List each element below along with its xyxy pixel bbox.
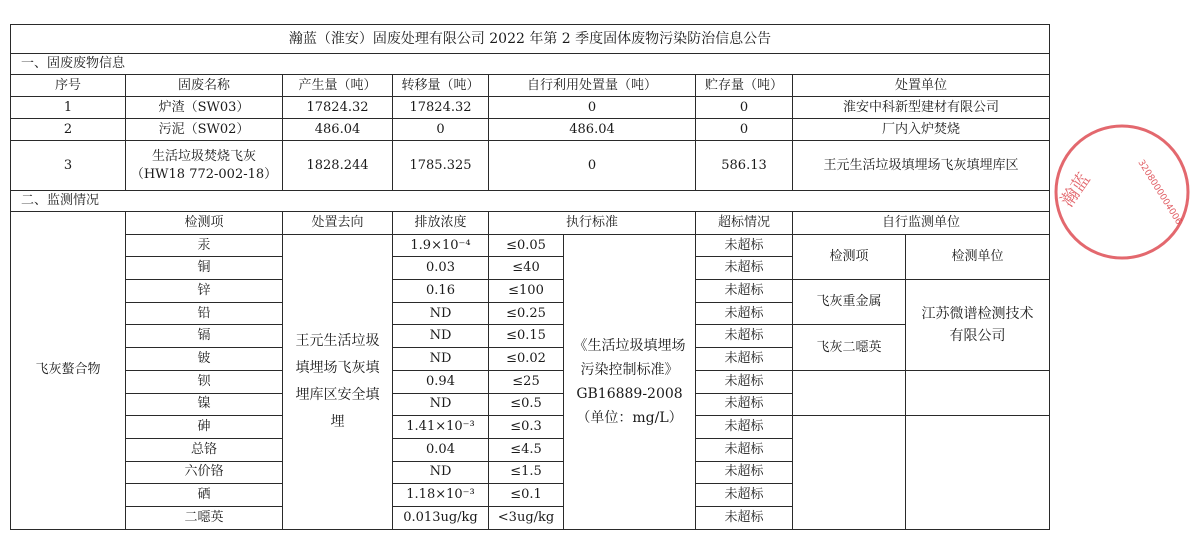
- destination-cell: 王元生活垃圾填埋场飞灰填埋库区安全填埋: [283, 234, 393, 529]
- row-self-disposed: 0: [489, 97, 696, 119]
- row-name: 生活垃圾焚烧飞灰: [151, 148, 256, 164]
- item-name: 总铬: [126, 438, 283, 461]
- item-name: 砷: [126, 416, 283, 439]
- item-limit: ≤40: [489, 257, 564, 280]
- row-stored: 586.13: [696, 141, 793, 191]
- row-self-disposed: 486.04: [489, 119, 696, 141]
- waste-info-table: [10, 24, 1050, 530]
- row-name-cell: [126, 141, 283, 191]
- row-unit: 王元生活垃圾填埋场飞灰填埋库区: [793, 141, 1050, 191]
- item-conc: 0.04: [393, 438, 489, 461]
- item-conc: 0.013ug/kg: [393, 506, 489, 529]
- item-name: 二噁英: [126, 506, 283, 529]
- item-conc: ND: [393, 461, 489, 484]
- row-transferred: 0: [393, 119, 489, 141]
- seal-text: 瀚蓝: [1056, 169, 1095, 211]
- item-status: 未超标: [696, 461, 793, 484]
- item-limit: ≤0.02: [489, 348, 564, 371]
- table-row: [11, 141, 1050, 191]
- company-seal-stamp: [1052, 122, 1192, 262]
- header-standard: 执行标准: [489, 212, 696, 235]
- item-limit: ≤0.5: [489, 393, 564, 416]
- section2-heading: 二、监测情况: [11, 191, 1050, 212]
- item-limit: ≤100: [489, 280, 564, 303]
- row-no: 2: [11, 119, 126, 141]
- standard-cell: 《生活垃圾填埋场污染控制标准》GB16889-2008（单位：mg/L）: [564, 234, 696, 529]
- sm-unit: 江苏微谱检测技术有限公司: [906, 280, 1050, 371]
- item-name: 汞: [126, 234, 283, 257]
- sm-empty: [906, 416, 1050, 529]
- row-stored: 0: [696, 119, 793, 141]
- item-conc: ND: [393, 348, 489, 371]
- header-self-monitoring: 自行监测单位: [793, 212, 1050, 235]
- item-conc: ND: [393, 393, 489, 416]
- header-destination: 处置去向: [283, 212, 393, 235]
- table-row: [11, 416, 1050, 439]
- row-transferred: 17824.32: [393, 97, 489, 119]
- row-no: 3: [11, 141, 126, 191]
- item-status: 未超标: [696, 280, 793, 303]
- header-no: 序号: [11, 75, 126, 97]
- item-status: 未超标: [696, 325, 793, 348]
- row-self-disposed: 0: [489, 141, 696, 191]
- item-conc: ND: [393, 302, 489, 325]
- row-stored: 0: [696, 97, 793, 119]
- item-limit: ≤0.3: [489, 416, 564, 439]
- item-name: 铍: [126, 348, 283, 371]
- row-unit: 淮安中科新型建材有限公司: [793, 97, 1050, 119]
- item-name: 镉: [126, 325, 283, 348]
- table-row: [11, 234, 1050, 257]
- item-status: 未超标: [696, 416, 793, 439]
- item-limit: ≤4.5: [489, 438, 564, 461]
- sm-empty: [906, 370, 1050, 415]
- seal-code: 3208000004006: [1135, 158, 1184, 227]
- item-conc: 0.94: [393, 370, 489, 393]
- item-conc: 1.18×10⁻³: [393, 484, 489, 507]
- item-status: 未超标: [696, 438, 793, 461]
- section1-heading: 一、固废废物信息: [11, 54, 1050, 75]
- sm-item-heavy-metals: 飞灰重金属: [793, 280, 906, 325]
- item-limit: ≤0.15: [489, 325, 564, 348]
- item-status: 未超标: [696, 257, 793, 280]
- item-name: 六价铬: [126, 461, 283, 484]
- item-conc: 0.03: [393, 257, 489, 280]
- item-status: 未超标: [696, 370, 793, 393]
- item-limit: ≤25: [489, 370, 564, 393]
- item-status: 未超标: [696, 234, 793, 257]
- header-stored: 贮存量（吨）: [696, 75, 793, 97]
- header-concentration: 排放浓度: [393, 212, 489, 235]
- row-unit: 厂内入炉焚烧: [793, 119, 1050, 141]
- header-produced: 产生量（吨）: [283, 75, 393, 97]
- item-limit: ≤1.5: [489, 461, 564, 484]
- header-name: 固废名称: [126, 75, 283, 97]
- row-produced: 17824.32: [283, 97, 393, 119]
- header-status: 超标情况: [696, 212, 793, 235]
- item-conc: ND: [393, 325, 489, 348]
- item-conc: 1.9×10⁻⁴: [393, 234, 489, 257]
- item-name: 钡: [126, 370, 283, 393]
- section2-header-row: [11, 212, 1050, 235]
- item-limit: ≤0.1: [489, 484, 564, 507]
- row-name-code: （HW18 772-002-18）: [130, 166, 278, 182]
- table-row: [11, 119, 1050, 141]
- item-limit: <3ug/kg: [489, 506, 564, 529]
- item-name: 铜: [126, 257, 283, 280]
- row-name: 炉渣（SW03）: [126, 97, 283, 119]
- document-title: 瀚蓝（淮安）固废处理有限公司 2022 年第 2 季度固体废物污染防治信息公告: [11, 25, 1050, 54]
- item-name: 铅: [126, 302, 283, 325]
- item-status: 未超标: [696, 506, 793, 529]
- table-row: [11, 280, 1050, 303]
- sm-col-item: 检测项: [793, 234, 906, 279]
- row-produced: 1828.244: [283, 141, 393, 191]
- row-no: 1: [11, 97, 126, 119]
- item-limit: ≤0.05: [489, 234, 564, 257]
- item-conc: 1.41×10⁻³: [393, 416, 489, 439]
- row-transferred: 1785.325: [393, 141, 489, 191]
- sm-empty: [793, 370, 906, 415]
- header-transferred: 转移量（吨）: [393, 75, 489, 97]
- table-row: [11, 370, 1050, 393]
- category-cell: 飞灰螯合物: [11, 212, 126, 530]
- row-name: 污泥（SW02）: [126, 119, 283, 141]
- item-name: 锌: [126, 280, 283, 303]
- header-item: 检测项: [126, 212, 283, 235]
- item-status: 未超标: [696, 484, 793, 507]
- header-self-disposed: 自行利用处置量（吨）: [489, 75, 696, 97]
- sm-col-unit: 检测单位: [906, 234, 1050, 279]
- item-status: 未超标: [696, 302, 793, 325]
- section1-header-row: [11, 75, 1050, 97]
- item-limit: ≤0.25: [489, 302, 564, 325]
- item-conc: 0.16: [393, 280, 489, 303]
- item-status: 未超标: [696, 348, 793, 371]
- item-name: 镍: [126, 393, 283, 416]
- sm-item-dioxin: 飞灰二噁英: [793, 325, 906, 370]
- item-status: 未超标: [696, 393, 793, 416]
- table-row: [11, 325, 1050, 348]
- item-name: 硒: [126, 484, 283, 507]
- header-disposal-unit: 处置单位: [793, 75, 1050, 97]
- table-row: [11, 97, 1050, 119]
- row-produced: 486.04: [283, 119, 393, 141]
- sm-empty: [793, 416, 906, 529]
